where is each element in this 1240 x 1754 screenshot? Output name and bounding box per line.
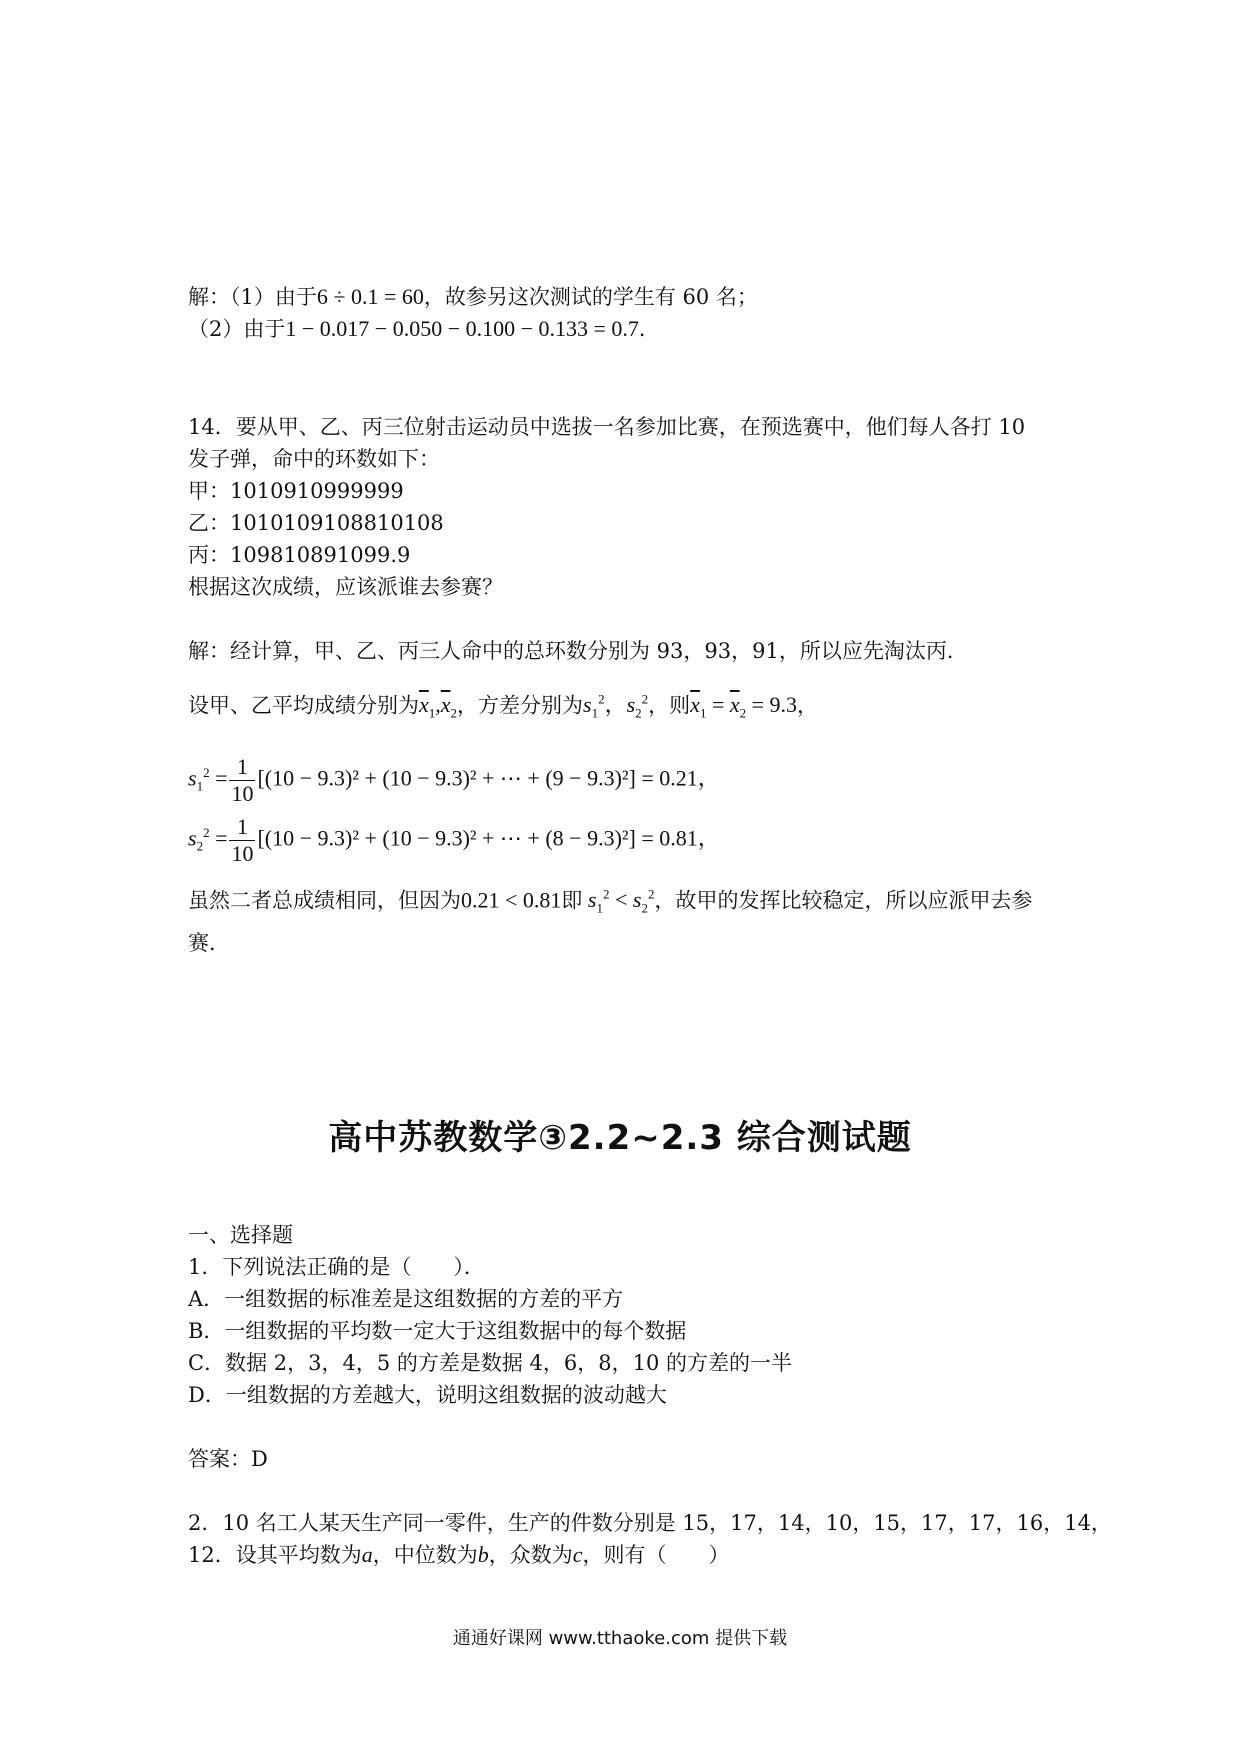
math-expression: 1 − 0.017 − 0.050 − 0.100 − 0.133 = 0.7 <box>285 316 639 341</box>
variance-equation-1: $s_1^2$ = $\frac{1}{10}$ [(10 − 9.3)² + (10 − 9.3)² + ⋯ + (9 − 9.3)²] = 0.21， <box>188 753 720 806</box>
answer-text: ，则 <box>648 693 691 718</box>
variance-symbols: $s_1^2$，$s_2^2$ <box>583 692 649 721</box>
answer-text: 即 <box>561 888 583 913</box>
answer-text: 设甲、乙平均成绩分别为 <box>188 693 419 718</box>
question-1-option-b: B．一组数据的平均数一定大于这组数据中的每个数据 <box>188 1319 687 1343</box>
variance-equation-2: $s_2^2$ = $\frac{1}{10}$ [(10 − 9.3)² + (10 − 9.3)² + ⋯ + (8 − 9.3)²] = 0.81， <box>188 813 720 866</box>
variable-c: c <box>572 1542 583 1567</box>
fraction-numerator: 1 <box>229 754 255 781</box>
variance-inequality: $s_1^2 < s_2^2$ <box>587 887 655 916</box>
fraction <box>229 814 255 867</box>
variable-a: a <box>361 1542 373 1567</box>
question-text: ，中位数为 <box>372 1543 478 1567</box>
math-expression: 0.21 < 0.81 <box>461 887 562 913</box>
problem14-jia-scores: 甲：1010910999999 <box>188 479 404 503</box>
answer-text: ，方差分别为 <box>457 693 584 718</box>
problem14-yi-scores: 乙：1010109108810108 <box>188 511 444 535</box>
mean-symbols: $\overline{x}_1,\overline{x}_2$ <box>419 692 458 721</box>
math-expression: 6 ÷ 0.1 = 60 <box>316 284 424 309</box>
answer-text: （2）由于 <box>188 317 286 341</box>
answer13-line1 <box>188 282 758 312</box>
fraction-numerator: 1 <box>229 814 255 841</box>
answer14-line1: 解：经计算，甲、乙、丙三人命中的总环数分别为 93，93，91，所以应先淘汰丙． <box>188 639 968 663</box>
question-1: 1．下列说法正确的是（ ）． <box>188 1255 485 1279</box>
test-title: 高中苏教数学③2.2~2.3 综合测试题 <box>328 1118 912 1158</box>
mean-value: = 9.3 <box>751 692 798 718</box>
answer14-line2 <box>188 685 818 729</box>
question-1-option-d: D．一组数据的方差越大，说明这组数据的波动越大 <box>188 1383 667 1407</box>
answer-text: ，故参另这次测试的学生有 60 名； <box>423 285 758 309</box>
question-text: ，众数为 <box>488 1543 573 1567</box>
question-2-line2 <box>188 1540 730 1570</box>
answer13-line2 <box>188 314 660 344</box>
question-2-line1: 2．10 名工人某天生产同一零件，生产的件数分别是 15，17，14，10，15，17，17，16，14， <box>188 1511 1112 1535</box>
fraction-denominator: 10 <box>231 840 254 866</box>
answer14-conclusion <box>188 880 1032 924</box>
answer-text: ． <box>638 317 660 341</box>
page-footer: 通通好课网 www.tthaoke.com 提供下载 <box>452 1628 788 1649</box>
question-1-option-c: C．数据 2，3，4，5 的方差是数据 4，6，8，10 的方差的一半 <box>188 1351 793 1375</box>
problem14-line2: 发子弹，命中的环数如下： <box>188 447 440 471</box>
section-heading: 一、选择题 <box>188 1223 293 1247</box>
fraction <box>229 754 255 807</box>
answer-text: 虽然二者总成绩相同，但因为 <box>188 888 461 913</box>
mean-equality: $\overline{x}_1 = \overline{x}_2 = 9.3$ <box>690 692 798 721</box>
equation-punct: ， <box>697 765 720 791</box>
answer-label: 解：（1）由于 <box>188 285 317 309</box>
equation-body: [(10 − 9.3)² + (10 − 9.3)² + ⋯ + (8 − 9.3)²] = 0.81 <box>257 825 698 851</box>
equation-body: [(10 − 9.3)² + (10 − 9.3)² + ⋯ + (9 − 9.3)²] = 0.21 <box>257 765 698 791</box>
answer-text: ， <box>797 693 819 718</box>
question-text: 12．设其平均数为 <box>188 1543 362 1567</box>
problem14-bing-scores: 丙：109810891099.9 <box>188 543 411 567</box>
answer-text: ，故甲的发挥比较稳定，所以应派甲去参 <box>654 888 1033 913</box>
answer14-conclusion-line2: 赛． <box>188 931 230 955</box>
equation-punct: ， <box>697 825 720 851</box>
question-text: ，则有（ ） <box>582 1543 730 1567</box>
problem14-line1: 14．要从甲、乙、丙三位射击运动员中选拔一名参加比赛，在预选赛中，他们每人各打 10 <box>188 415 1026 439</box>
question-1-option-a: A．一组数据的标准差是这组数据的方差的平方 <box>188 1287 624 1311</box>
fraction-denominator: 10 <box>231 780 254 806</box>
problem14-question: 根据这次成绩，应该派谁去参赛？ <box>188 575 503 599</box>
question-1-answer: 答案：D <box>188 1447 268 1471</box>
variable-b: b <box>477 1542 489 1567</box>
